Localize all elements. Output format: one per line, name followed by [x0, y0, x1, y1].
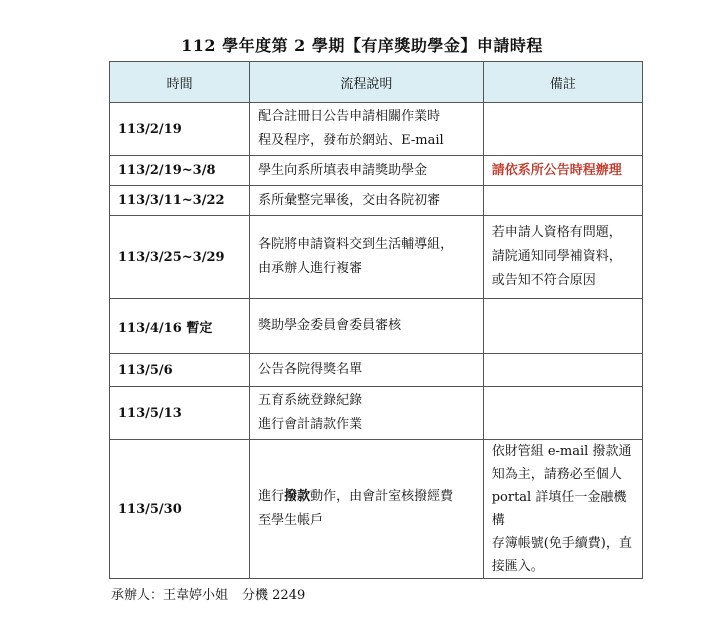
flow-line: 程及程序，發布於網站、E-mail	[258, 133, 444, 148]
table-row	[110, 387, 643, 440]
row-flow	[250, 440, 484, 579]
notice-red: 請依系所公告時程辦理	[491, 162, 622, 178]
row-time: 113/5/13	[110, 387, 250, 440]
table-header-row	[110, 62, 643, 103]
contact-footer	[111, 584, 319, 603]
row-flow	[250, 156, 484, 186]
row-note	[483, 103, 642, 156]
row-time: 113/3/25~3/29	[110, 216, 250, 299]
row-note	[483, 156, 642, 186]
time-tentative: 暫定	[186, 320, 213, 336]
table-row	[110, 354, 643, 387]
row-time: 113/5/6	[110, 354, 250, 387]
flow-line: 各院將申請資料交到生活輔導組，	[258, 237, 454, 252]
row-note	[483, 186, 642, 216]
flow-text: 動作，由會計室核撥經費	[310, 489, 454, 504]
row-note	[483, 387, 642, 440]
note-line: 知為主，請務必至個人	[491, 467, 622, 482]
time-date: 113/4/16	[118, 320, 182, 336]
table-row	[110, 216, 643, 299]
note-line: 或告知不符合原因	[491, 273, 596, 288]
row-note	[483, 440, 642, 579]
flow-line: 獎助學金委員會委員審核	[258, 318, 402, 333]
flow-line: 五育系統登錄紀錄	[258, 393, 363, 408]
table-row	[110, 156, 643, 186]
row-flow	[250, 103, 484, 156]
flow-line: 學生向系所填表申請獎助學金	[258, 162, 428, 178]
table-row	[110, 299, 643, 354]
note-line: 存簿帳號(免手續費)，直	[491, 536, 632, 551]
table-row	[110, 103, 643, 156]
table-row	[110, 440, 643, 579]
header-time: 時間	[110, 62, 250, 103]
row-time: 113/5/30	[110, 440, 250, 579]
schedule-table	[109, 61, 643, 579]
row-time: 113/3/11~3/22	[110, 186, 250, 216]
note-line: 請院通知同學補資料，	[491, 249, 622, 264]
row-time: 113/2/19~3/8	[110, 156, 250, 186]
note-line: portal 詳填任一金融機構	[491, 490, 627, 528]
flow-line: 進行會計請款作業	[258, 417, 363, 432]
note-line: 若申請人資格有問題，	[491, 225, 622, 240]
flow-line: 由承辦人進行複審	[258, 261, 363, 276]
header-flow: 流程說明	[250, 62, 484, 103]
note-line: 接匯入。	[491, 559, 544, 574]
table-row	[110, 186, 643, 216]
row-flow	[250, 216, 484, 299]
row-flow	[250, 354, 484, 387]
row-flow	[250, 299, 484, 354]
row-time: 113/2/19	[110, 103, 250, 156]
row-note	[483, 299, 642, 354]
flow-line: 至學生帳戶	[258, 513, 324, 528]
contact-person: 承辦人：王韋婷小姐	[111, 588, 229, 603]
row-note	[483, 216, 642, 299]
flow-line: 公告各院得獎名單	[258, 362, 363, 377]
note-line: 依財管組 e-mail 撥款通	[491, 444, 632, 459]
row-note	[483, 354, 642, 387]
contact-extension: 分機 2249	[242, 588, 306, 603]
flow-text: 進行	[258, 489, 285, 504]
header-note: 備註	[483, 62, 642, 103]
row-flow	[250, 387, 484, 440]
flow-line: 系所彙整完畢後，交由各院初審	[258, 192, 441, 208]
flow-line: 配合註冊日公告申請相關作業時	[258, 109, 441, 124]
flow-bold: 撥款	[284, 489, 311, 504]
row-time	[110, 299, 250, 354]
page-title: 112 學年度第 2 學期【有庠獎助學金】申請時程	[181, 36, 543, 55]
row-flow	[250, 186, 484, 216]
